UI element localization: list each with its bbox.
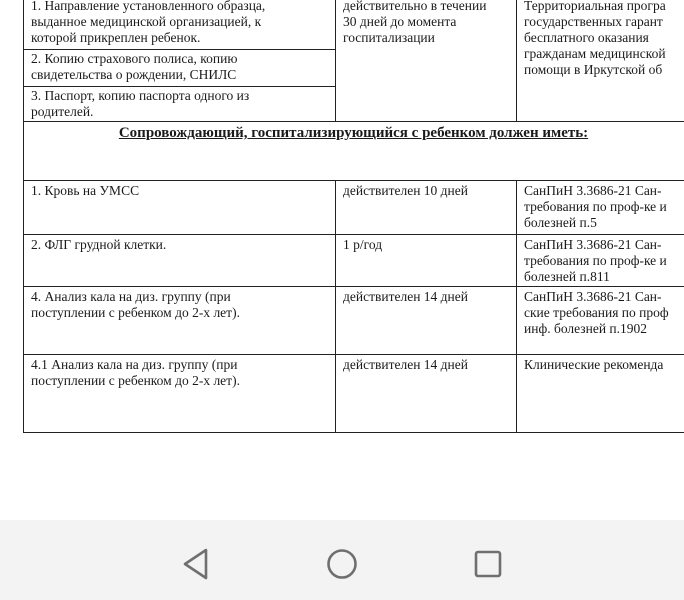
back-icon[interactable] <box>180 547 210 581</box>
recents-icon[interactable] <box>473 549 503 579</box>
table-cell: СанПиН 3.3686-21 Сан- требования по проф-ке и болезней п.5 <box>524 183 667 230</box>
table-border <box>335 0 336 122</box>
table-cell: 1. Кровь на УМСС <box>31 183 140 198</box>
table-border <box>23 432 684 433</box>
table-cell: 4.1 Анализ кала на диз. группу (при поступлении с ребенком до 2-х лет). <box>31 357 240 388</box>
table-cell: действителен 10 дней <box>343 183 468 198</box>
table-cell: действительно в течении 30 дней до момента госпитализации <box>343 0 487 45</box>
home-icon[interactable] <box>326 548 358 580</box>
section-header: Сопровождающий, госпитализирующийся с ребенком должен иметь: <box>118 125 589 141</box>
table-border <box>23 234 684 235</box>
table-border <box>516 180 517 433</box>
table-border <box>23 180 684 181</box>
table-cell: СанПиН 3.3686-21 Сан- требования по проф-ке и болезней п.811 <box>524 237 667 284</box>
table-cell: 1. Направление установленного образца, выданное медицинской организацией, к которой прикреплен ребенок. <box>31 0 266 45</box>
navigation-bar <box>0 520 684 600</box>
table-cell: Территориальная програ государственных гарант бесплатного оказания гражданам медицинской помощи в Иркутской об <box>524 0 666 77</box>
table-border <box>23 121 684 122</box>
table-cell: Клинические рекоменда <box>524 357 664 372</box>
table-border <box>516 0 517 122</box>
table-border <box>23 354 684 355</box>
table-cell: действителен 14 дней <box>343 357 468 372</box>
table-border <box>335 180 336 433</box>
table-border <box>23 286 684 287</box>
table-border <box>23 86 336 87</box>
table-cell: действителен 14 дней <box>343 289 468 304</box>
table-cell: СанПиН 3.3686-21 Сан- ские требования по проф инф. болезней п.1902 <box>524 289 669 336</box>
table-cell: 3. Паспорт, копию паспорта одного из родителей. <box>31 88 250 119</box>
table-cell: 2. Копию страхового полиса, копию свидетельства о рождении, СНИЛС <box>31 51 238 82</box>
table-cell: 2. ФЛГ грудной клетки. <box>31 237 167 252</box>
table-cell: 1 р/год <box>343 237 383 252</box>
table-border <box>23 0 24 433</box>
table-border <box>23 49 336 50</box>
table-cell: 4. Анализ кала на диз. группу (при поступлении с ребенком до 2-х лет). <box>31 289 240 320</box>
